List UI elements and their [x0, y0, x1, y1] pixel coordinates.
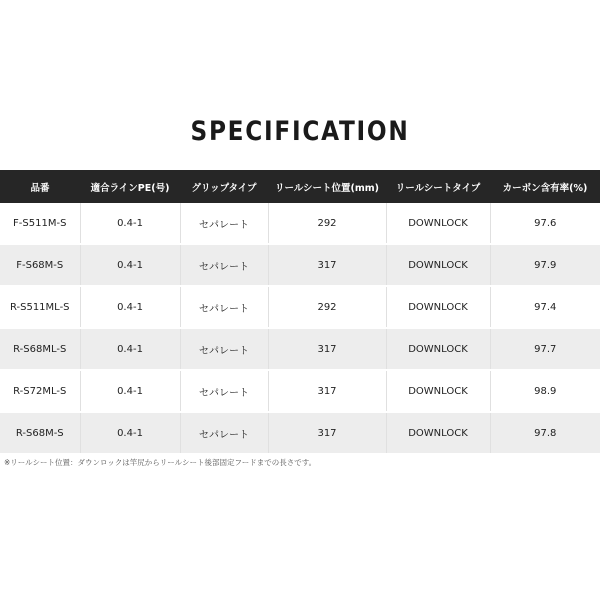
cell-grip-type: セパレート [180, 286, 268, 328]
page-title: SPECIFICATION [190, 116, 410, 147]
cell-carbon-content: 98.9 [490, 370, 600, 412]
header-line-pe: 適合ラインPE(号) [80, 170, 180, 203]
header-carbon-content: カーボン含有率(%) [490, 170, 600, 203]
cell-reel-seat-type: DOWNLOCK [386, 370, 490, 412]
cell-grip-type: セパレート [180, 328, 268, 370]
cell-model: R-S68ML-S [0, 328, 80, 370]
cell-reel-seat-position: 317 [268, 328, 386, 370]
footnote: ※リールシート位置：ダウンロックは竿尻からリールシート後部固定フードまでの長さです。 [4, 458, 317, 467]
table-row [0, 412, 600, 454]
cell-line-pe: 0.4-1 [80, 244, 180, 286]
table-header-row [0, 170, 600, 203]
cell-reel-seat-position: 292 [268, 286, 386, 328]
cell-line-pe: 0.4-1 [80, 203, 180, 244]
cell-reel-seat-position: 292 [268, 203, 386, 244]
header-reel-seat-position: リールシート位置(mm) [268, 170, 386, 203]
cell-line-pe: 0.4-1 [80, 328, 180, 370]
cell-model: R-S72ML-S [0, 370, 80, 412]
spec-table [0, 170, 600, 455]
cell-reel-seat-position: 317 [268, 412, 386, 454]
table-row [0, 203, 600, 244]
table-row [0, 244, 600, 286]
cell-reel-seat-type: DOWNLOCK [386, 328, 490, 370]
cell-model: R-S511ML-S [0, 286, 80, 328]
table-row [0, 286, 600, 328]
cell-grip-type: セパレート [180, 244, 268, 286]
cell-line-pe: 0.4-1 [80, 370, 180, 412]
cell-grip-type: セパレート [180, 370, 268, 412]
cell-carbon-content: 97.8 [490, 412, 600, 454]
table-row [0, 370, 600, 412]
cell-reel-seat-type: DOWNLOCK [386, 412, 490, 454]
cell-reel-seat-type: DOWNLOCK [386, 286, 490, 328]
header-reel-seat-type: リールシートタイプ [386, 170, 490, 203]
cell-carbon-content: 97.7 [490, 328, 600, 370]
cell-carbon-content: 97.9 [490, 244, 600, 286]
cell-model: F-S68M-S [0, 244, 80, 286]
header-grip-type: グリップタイプ [180, 170, 268, 203]
cell-reel-seat-type: DOWNLOCK [386, 244, 490, 286]
cell-carbon-content: 97.4 [490, 286, 600, 328]
cell-reel-seat-position: 317 [268, 244, 386, 286]
header-model: 品番 [0, 170, 80, 203]
cell-reel-seat-type: DOWNLOCK [386, 203, 490, 244]
cell-line-pe: 0.4-1 [80, 412, 180, 454]
cell-grip-type: セパレート [180, 203, 268, 244]
cell-model: R-S68M-S [0, 412, 80, 454]
cell-carbon-content: 97.6 [490, 203, 600, 244]
cell-grip-type: セパレート [180, 412, 268, 454]
cell-model: F-S511M-S [0, 203, 80, 244]
cell-line-pe: 0.4-1 [80, 286, 180, 328]
table-row [0, 328, 600, 370]
cell-reel-seat-position: 317 [268, 370, 386, 412]
